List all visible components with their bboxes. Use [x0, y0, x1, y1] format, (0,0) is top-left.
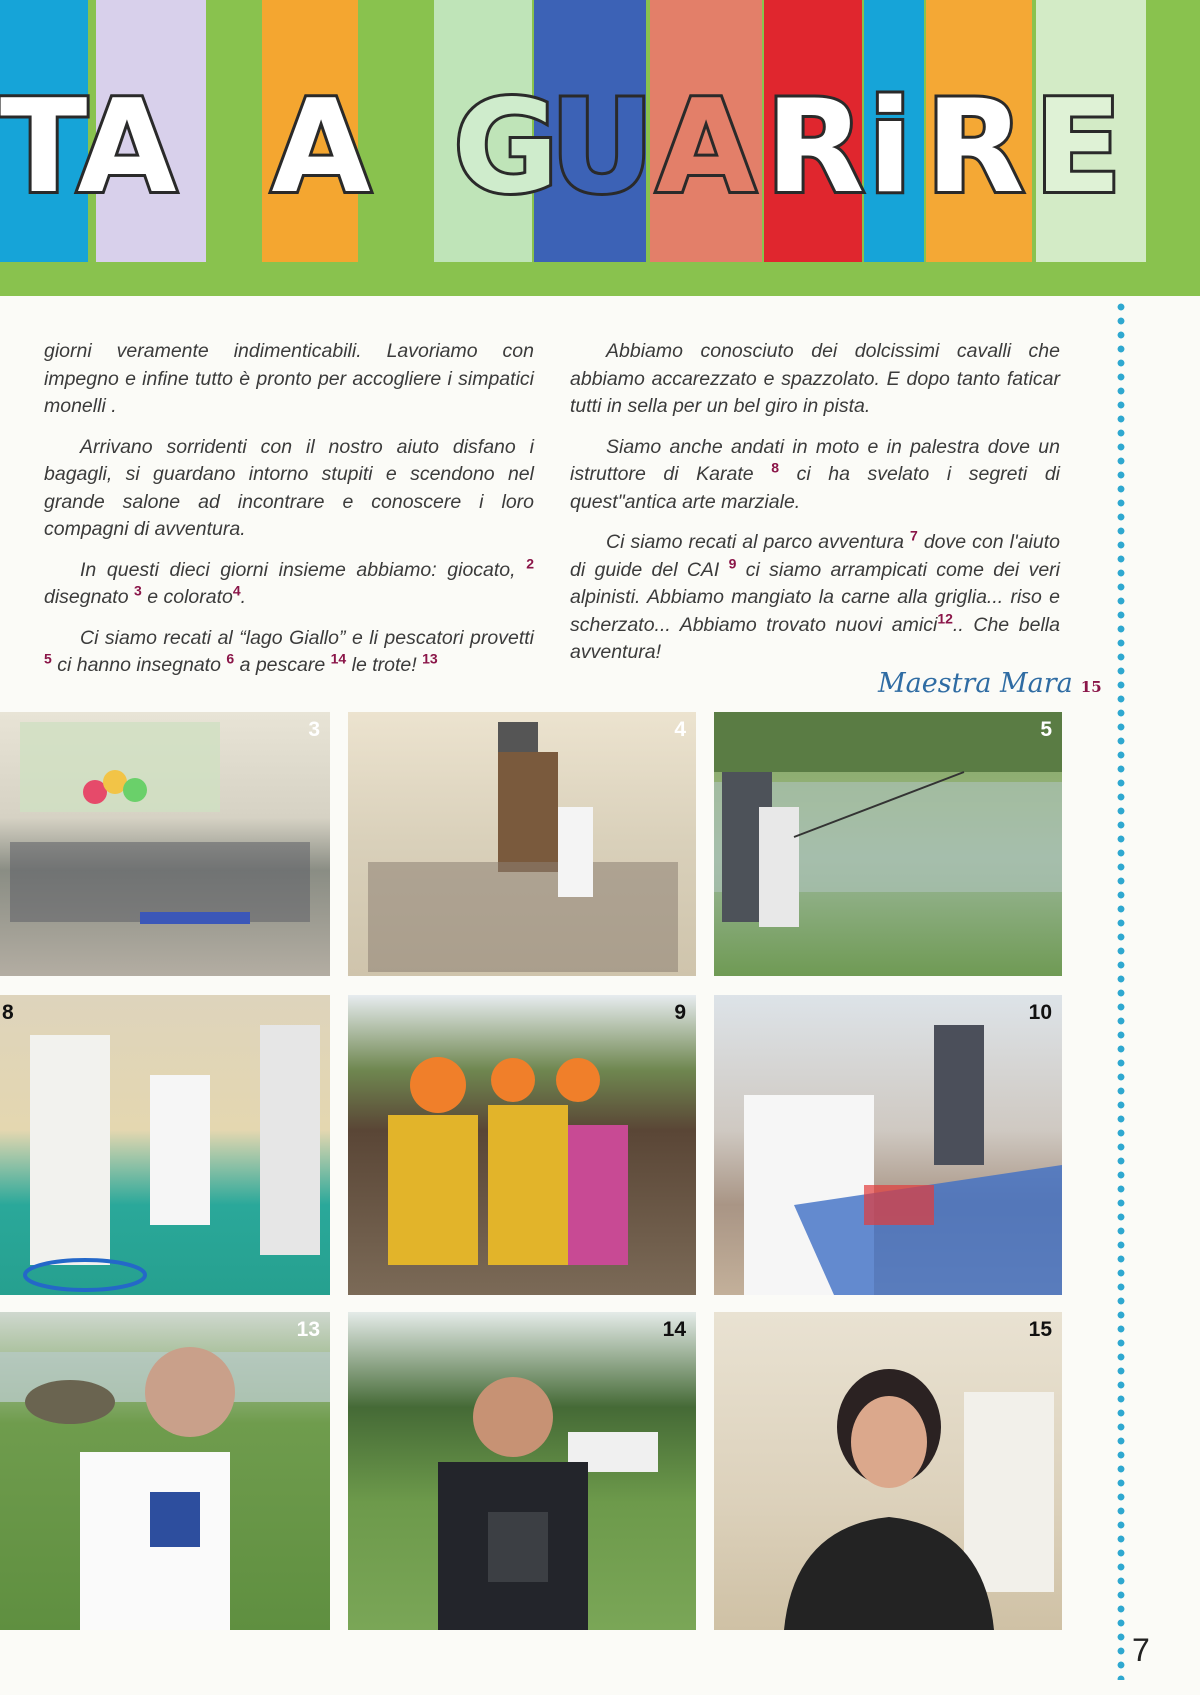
text-run: ci siamo arrampicati come dei veri alpinisti. Abbiamo mangiato la carne alla griglia... riso e scherzato... Abbiamo trovato nuovi amici: [570, 558, 1060, 636]
photo-8-scene: [0, 995, 330, 1295]
text-run: le trote!: [351, 654, 417, 676]
signature-name: Maestra Mara: [878, 668, 1073, 699]
photo-number: 5: [1040, 718, 1052, 741]
title-letter-i: i: [868, 72, 912, 222]
photo-ref: 7: [909, 527, 918, 544]
title-letter-a: A: [271, 72, 371, 222]
text-run: In questi dieci giorni insieme abbiamo: giocato,: [80, 558, 516, 581]
paragraph: [44, 557, 534, 612]
photo-3-scene: [0, 712, 330, 976]
photo-ref: 4: [232, 582, 241, 599]
photo-9-scene: [348, 995, 696, 1295]
photo-number: 8: [2, 1001, 14, 1024]
photo-ref: 12: [937, 610, 953, 626]
photo-ref: 13: [422, 650, 438, 667]
title-letter-g: G: [453, 72, 559, 222]
photo-8: [0, 995, 330, 1295]
paragraph: [44, 625, 534, 680]
text-run: a pescare: [239, 654, 326, 676]
photo-number: 4: [674, 718, 686, 741]
photo-number: 14: [662, 1318, 686, 1341]
title-letter-r: R: [765, 72, 865, 222]
photo-10-scene: [714, 995, 1062, 1295]
paragraph: Arrivano sorridenti con il nostro aiuto disfano i bagagli, si guardano intorno stupiti e scendono nel grande salone ad incontrare e conoscere i loro compagni di avventura.: [44, 435, 534, 540]
photo-15-scene: [714, 1312, 1062, 1630]
paragraph: Abbiamo conosciuto dei dolcissimi cavalli che abbiamo accarezzato e spazzolato. E dopo tanto faticar tutti in sella per un bel giro in pista.: [570, 340, 1060, 417]
text-run: .: [240, 586, 247, 608]
paragraph: [570, 434, 1060, 517]
photo-14-scene: [348, 1312, 696, 1630]
photo-ref: 9: [728, 555, 737, 571]
photo-ref: 2: [526, 555, 535, 571]
article-right-column: [570, 338, 1060, 680]
photo-4: [348, 712, 696, 976]
text-run: Siamo anche andati in moto e in palestra dove un istruttore di Karate: [570, 435, 1060, 485]
photo-number: 9: [674, 1001, 686, 1024]
photo-number: 3: [308, 718, 320, 741]
text-run: Ci siamo recati al parco avventura: [606, 531, 904, 553]
signature: [878, 668, 1102, 699]
photo-4-scene: [348, 712, 696, 976]
photo-14: [348, 1312, 696, 1630]
photo-13-scene: [0, 1312, 330, 1630]
title-letter-e: E: [1034, 72, 1122, 222]
page-number: 7: [1132, 1632, 1150, 1668]
text-run: ci hanno insegnato: [57, 654, 221, 676]
photo-ref: 5: [44, 650, 52, 667]
text-run: e colorato: [147, 586, 233, 608]
text-run: Ci siamo recati al “lago Giallo” e li pescatori provetti: [80, 626, 534, 649]
photo-ref: 15: [1080, 678, 1102, 696]
photo-3: [0, 712, 330, 976]
photo-5-scene: [714, 712, 1062, 976]
text-run: disegnato: [44, 586, 129, 608]
photo-15: [714, 1312, 1062, 1630]
photo-ref: 14: [330, 650, 347, 667]
title-letter-a-2: A: [656, 72, 756, 222]
title-letter-u: U: [550, 72, 654, 222]
photo-number: 13: [296, 1318, 320, 1341]
photo-10: [714, 995, 1062, 1295]
photo-ref: 3: [134, 582, 142, 599]
text-run: ci ha svelato i segreti di quest"antica arte marziale.: [570, 463, 1061, 513]
paragraph: [570, 529, 1060, 667]
text-run: .. Che bella avventura!: [570, 613, 1060, 663]
paragraph: giorni veramente indimenticabili. Lavoriamo con impegno e infine tutto è pronto per accogliere i simpatici monelli .: [44, 340, 534, 417]
photo-9: [348, 995, 696, 1295]
text-run: dove con l'aiuto di guide del CAI: [570, 531, 1060, 581]
photo-ref: 8: [771, 459, 779, 476]
photo-5: [714, 712, 1062, 976]
photo-13: [0, 1312, 330, 1630]
photo-number: 10: [1028, 1001, 1052, 1024]
header-banner: [0, 0, 1200, 296]
photo-number: 15: [1028, 1318, 1052, 1341]
photo-ref: 6: [226, 650, 235, 667]
article-left-column: [44, 338, 534, 693]
title-letters-ta: TA: [0, 72, 177, 222]
dotted-border: [1116, 300, 1126, 1680]
title-letter-r-2: R: [925, 72, 1025, 222]
